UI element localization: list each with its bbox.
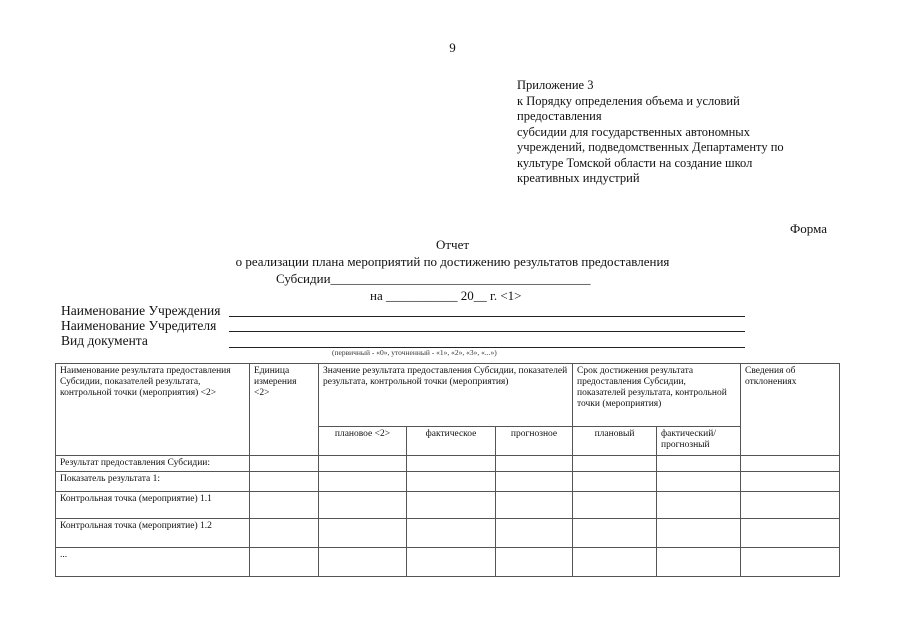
report-date-line: на ___________ 20__ г. <1>	[370, 288, 522, 303]
table-row	[56, 548, 840, 577]
page-number: 9	[449, 40, 456, 55]
header-value: Значение результата предоставления Субсидии, показателей результата, контрольной точки (мероприятия)	[319, 364, 573, 427]
table-cell[interactable]	[319, 548, 407, 577]
table-cell[interactable]	[250, 492, 319, 519]
table-cell[interactable]	[250, 472, 319, 492]
row-label: Показатель результата 1:	[56, 472, 250, 492]
table-cell[interactable]	[319, 492, 407, 519]
table-cell[interactable]	[657, 472, 741, 492]
founder-label: Наименование Учредителя	[61, 318, 217, 333]
table-cell[interactable]	[250, 456, 319, 472]
form-label: Форма	[790, 221, 827, 236]
subsidy-line: Субсидии________________________________________	[276, 271, 591, 286]
table-cell[interactable]	[496, 472, 573, 492]
table-cell[interactable]	[250, 548, 319, 577]
appendix-header	[517, 78, 784, 187]
header-unit: Единица измерения <2>	[250, 364, 319, 456]
header-deviations: Сведения об отклонениях	[741, 364, 840, 456]
row-label: Результат предоставления Субсидии:	[56, 456, 250, 472]
appendix-line: креативных индустрий	[517, 171, 640, 185]
table-cell[interactable]	[496, 492, 573, 519]
table-row	[56, 456, 840, 472]
table-cell[interactable]	[319, 456, 407, 472]
table-cell[interactable]	[741, 492, 840, 519]
table-cell[interactable]	[573, 492, 657, 519]
institution-field[interactable]	[229, 316, 745, 317]
table-cell[interactable]	[407, 492, 496, 519]
appendix-line: к Порядку определения объема и условий	[517, 93, 740, 108]
table-cell[interactable]	[741, 472, 840, 492]
appendix-line: культуре Томской области на создание школ	[517, 155, 753, 170]
table-cell[interactable]	[407, 472, 496, 492]
subheader-planned-term: плановый	[573, 427, 657, 456]
doc-type-hint: (первичный - «0», уточненный - «1», «2», «3», «...»)	[332, 348, 497, 357]
report-table	[55, 363, 840, 577]
table-cell[interactable]	[657, 492, 741, 519]
table-cell[interactable]	[319, 472, 407, 492]
appendix-line: предоставления	[517, 109, 602, 123]
report-title: Отчет	[435, 237, 470, 252]
table-cell[interactable]	[657, 548, 741, 577]
table-cell[interactable]	[407, 519, 496, 548]
header-deadline: Срок достижения результата предоставления Субсидии, показателей результата, контрольной точки (мероприятия)	[573, 364, 741, 427]
table-cell[interactable]	[573, 472, 657, 492]
subheader-forecast: прогнозное	[496, 427, 573, 456]
table-cell[interactable]	[573, 456, 657, 472]
header-result-name: Наименование результата предоставления Субсидии, показателей результата, контрольной точки (мероприятия) <2>	[56, 364, 250, 456]
table-cell[interactable]	[496, 519, 573, 548]
table-row	[56, 492, 840, 519]
subheader-actual: фактическое	[407, 427, 496, 456]
appendix-line: субсидии для государственных автономных	[517, 124, 750, 139]
table-row	[56, 472, 840, 492]
table-cell[interactable]	[657, 456, 741, 472]
table-cell[interactable]	[496, 548, 573, 577]
subheader-planned: плановое <2>	[319, 427, 407, 456]
table-cell[interactable]	[573, 519, 657, 548]
row-label: ...	[56, 548, 250, 577]
table-cell[interactable]	[250, 519, 319, 548]
founder-field[interactable]	[229, 331, 745, 332]
table-cell[interactable]	[496, 456, 573, 472]
appendix-line: Приложение 3	[517, 78, 594, 92]
table-cell[interactable]	[741, 519, 840, 548]
institution-label: Наименование Учреждения	[61, 303, 221, 318]
table-cell[interactable]	[407, 456, 496, 472]
table-cell[interactable]	[657, 519, 741, 548]
table-cell[interactable]	[319, 519, 407, 548]
report-subtitle: о реализации плана мероприятий по достижению результатов предоставления	[235, 254, 670, 269]
table-cell[interactable]	[741, 456, 840, 472]
row-label: Контрольная точка (мероприятие) 1.2	[56, 519, 250, 548]
doc-type-label: Вид документа	[61, 333, 148, 348]
table-cell[interactable]	[573, 548, 657, 577]
table-cell[interactable]	[741, 548, 840, 577]
table-cell[interactable]	[407, 548, 496, 577]
appendix-line: учреждений, подведомственных Департаменту по	[517, 140, 784, 154]
subheader-actual-forecast-term: фактический/ прогнозный	[657, 427, 741, 456]
row-label: Контрольная точка (мероприятие) 1.1	[56, 492, 250, 519]
table-row	[56, 519, 840, 548]
